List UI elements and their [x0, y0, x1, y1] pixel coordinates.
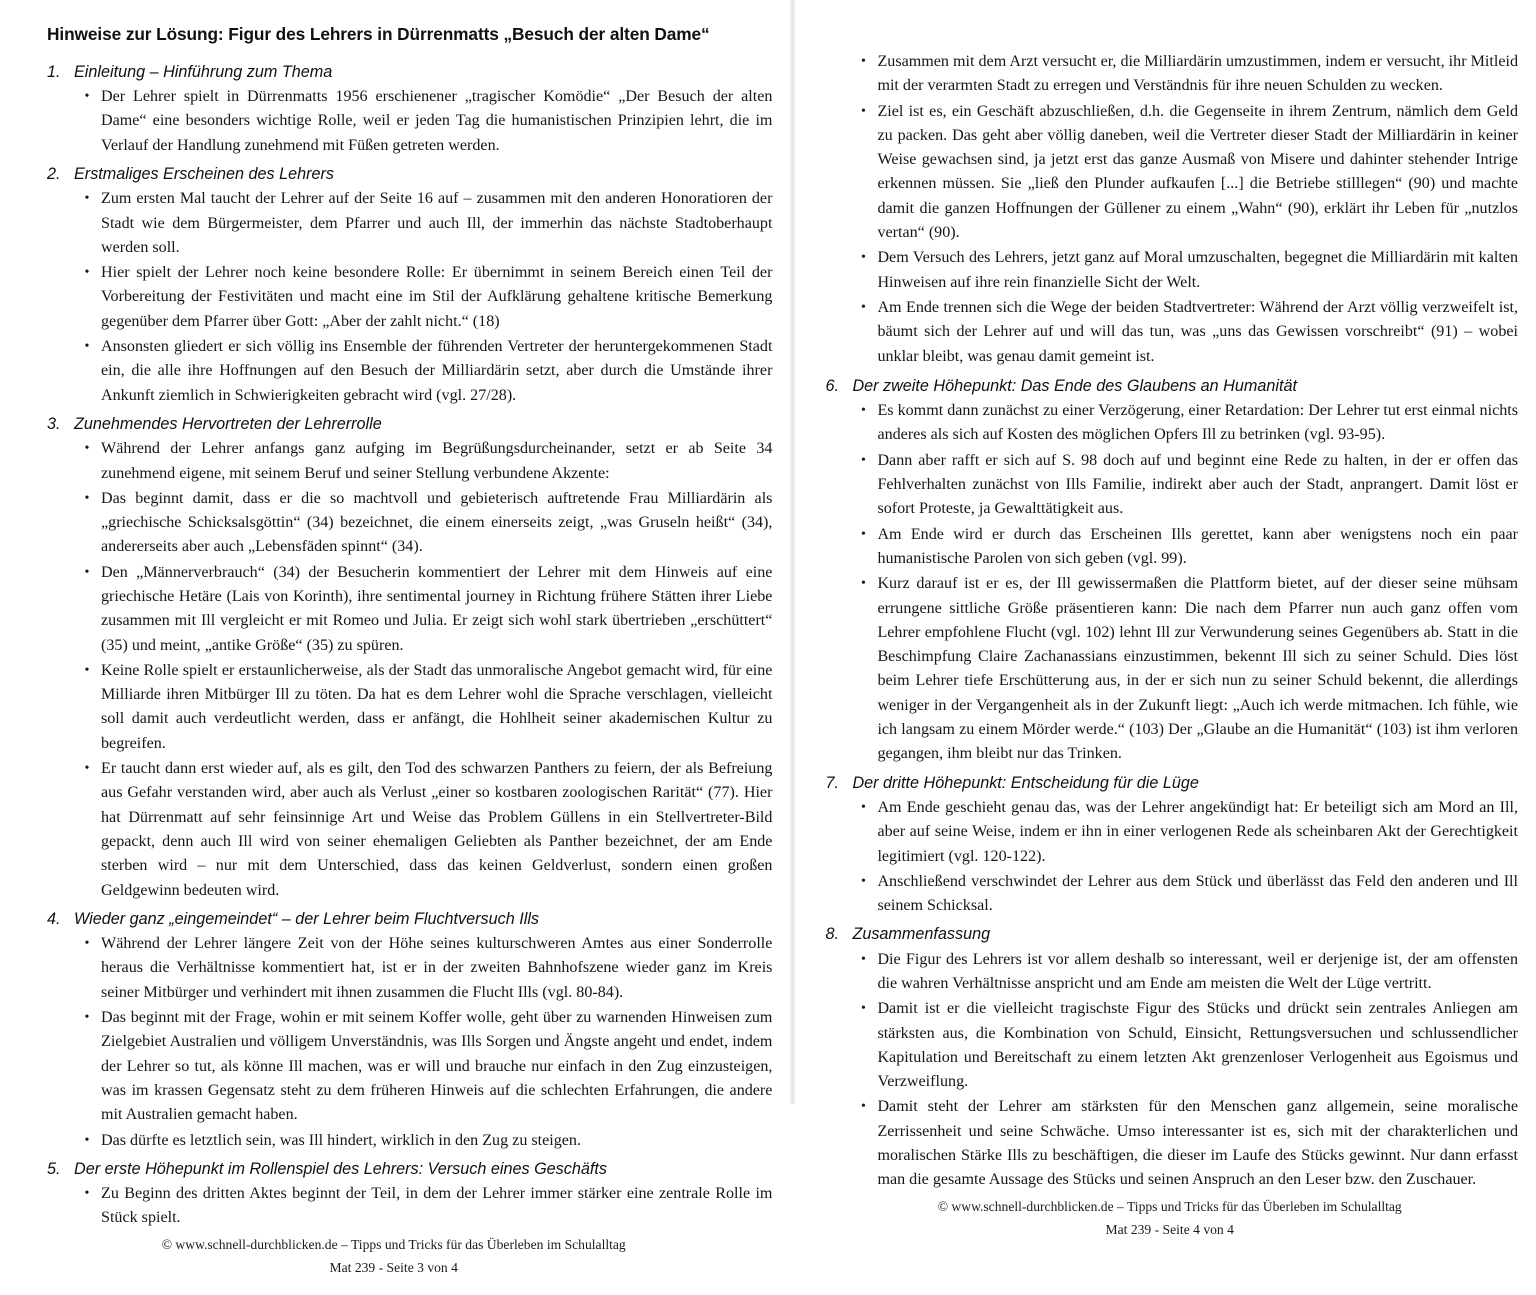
- document-section: [47, 60, 774, 158]
- list-item-text: Am Ende wird er durch das Erscheinen Ills gerettet, kann aber wenigstens noch ein paar humanistische Parolen von sich geben (vgl. 99).: [877, 525, 1518, 567]
- bullet-list: [47, 187, 774, 408]
- bullet-point-icon: •: [84, 1132, 90, 1148]
- list-item: [825, 100, 1520, 246]
- list-item: [825, 399, 1520, 448]
- footer-right: [825, 1195, 1520, 1257]
- list-item-text: Am Ende trennen sich die Wege der beiden Stadtvertreter: Während der Arzt völlig verzweifelt ist, bäumt sich der Lehrer auf und will das tun, was „uns das Gewissen vorschreibt“ (91) – wobei unklar bleibt, was genau damit gemeint ist.: [877, 298, 1518, 365]
- list-item: [47, 487, 774, 560]
- bullet-point-icon: •: [84, 662, 90, 678]
- section-heading: [47, 1157, 774, 1181]
- list-item: [825, 997, 1520, 1094]
- list-item: [47, 1182, 774, 1231]
- bullet-point-icon: •: [860, 1099, 866, 1115]
- list-item-text: Den „Männerverbrauch“ (34) der Besucherin kommentiert der Lehrer mit dem Hinweis auf eine griechische Hetäre (Lais von Korinth), ihre sentimental journey in Richtung frühere Stätten ihrer Liebe zusammen mit Ill vergleicht er mit Romeo und Julia. Er zeigt sich wohl stark übertrieben „erschüttert“ (35) und meint, „antike Größe“ (35) zu spüren.: [101, 563, 773, 654]
- section-number: 1.: [47, 62, 61, 81]
- document-section: [47, 907, 774, 1153]
- list-item-text: Zusammen mit dem Arzt versucht er, die Milliardärin umzustimmen, indem er versucht, ihr Mitleid mit der verarmten Stadt zu erregen und Verständnis für ihre neuen Schulden zu wecken.: [877, 53, 1518, 95]
- list-item-text: Die Figur des Lehrers ist vor allem deshalb so interessant, weil er derjenige ist, der am offensten die wahren Verhältnisse anspricht und am Ende am meisten die Welt der Lüge vertritt.: [877, 950, 1518, 992]
- list-item-text: Kurz darauf ist er es, der Ill gewissermaßen die Plattform bietet, auf der dieser seine mühsam errungene sittliche Größe präsentieren kann: Die nach dem Pfarrer nun auch ganz offen vom Lehrer empfohlene Flucht (vgl. 102) lehnt Ill zur Verwunderung seines Gegenübers ab. Statt in die Beschimpfung Claire Zachanassians einzustimmen, bekennt Ill sich zu seiner Schuld. Dies löst beim Lehrer tiefe Erschütterung aus, in der er sich nun zu seiner Schuld bekennt, die allerdings weniger in der Vergangenheit als in der Zukunft liegt: „Auch ich werde mitmachen. Ich fühle, wie ich langsam zu einem Mörder werde.“ (103) Der „Glaube an die Humanität“ (103) ist ihm verloren gegangen, ihm bleibt nur das Trinken.: [877, 575, 1518, 763]
- page-right: [795, 0, 1536, 1237]
- list-item: [47, 261, 774, 334]
- bullet-list: [47, 932, 774, 1153]
- bullet-point-icon: •: [860, 54, 866, 69]
- bullet-point-icon: •: [860, 403, 866, 419]
- list-item-text: Zu Beginn des dritten Aktes beginnt der Teil, in dem der Lehrer immer stärker eine zentrale Rolle im Stück spielt.: [101, 1185, 773, 1227]
- footer-credit-line: © www.schnell-durchblicken.de – Tipps und Tricks für das Überleben im Schulalltag: [161, 1236, 626, 1252]
- bullet-point-icon: •: [84, 490, 90, 506]
- list-item: [825, 1095, 1520, 1192]
- document-section: [825, 922, 1520, 1192]
- bullet-point-icon: •: [84, 1186, 90, 1202]
- bullet-list: [825, 948, 1520, 1193]
- list-item-text: Das beginnt damit, dass er die so machtvoll und gebieterisch auftretende Frau Milliardärin als „griechische Schicksalsgöttin“ (34) bezeichnet, die einem einerseits zeigt, „was Gruseln heißt“ (34), andererseits aber auch „Lebensfäden spinnt“ (34).: [101, 489, 773, 556]
- bullet-point-icon: •: [860, 951, 866, 967]
- bullet-point-icon: •: [860, 526, 866, 542]
- list-item: [825, 449, 1520, 522]
- list-item-text: Damit steht der Lehrer am stärksten für den Menschen ganz allgemein, seine moralische Zerrissenheit und seine Schwäche. Umso interessanter ist es, sich mit der charakterlichen und moralischen Stärke Ills zu beschäftigen, die dieser im Laufe des Stücks gewinnt. Nur dann erfasst man die gesamte Aussage des Stücks und seinen Anspruch an den Leser bzw. den Zuschauer.: [877, 1098, 1518, 1189]
- bullet-point-icon: •: [860, 799, 866, 815]
- list-item-text: Hier spielt der Lehrer noch keine besondere Rolle: Er übernimmt in seinem Bereich einen Teil der Vorbereitung der Festivitäten und macht eine im Stil der Aufklärung gehaltene kritische Bemerkung gegenüber dem Pfarrer über Gott: „Aber der zahlt nicht.“ (18): [101, 264, 773, 330]
- document-section: [47, 1157, 774, 1231]
- document-section: [825, 374, 1520, 767]
- list-item: [825, 796, 1520, 869]
- section-number: 6.: [825, 376, 839, 395]
- list-item: [47, 85, 774, 158]
- section-heading: [47, 60, 774, 84]
- document-section: [47, 412, 774, 903]
- section-title: Einleitung – Hinführung zum Thema: [74, 62, 333, 81]
- section-title: Der dritte Höhepunkt: Entscheidung für die Lüge: [852, 773, 1199, 792]
- list-item: [47, 1129, 774, 1153]
- right-sections-container: [825, 370, 1520, 1195]
- bullet-point-icon: •: [84, 265, 90, 281]
- section-number: 4.: [47, 909, 61, 928]
- bullet-point-icon: •: [860, 103, 866, 119]
- document-section: [47, 162, 774, 408]
- list-item-text: Während der Lehrer anfangs ganz aufging im Begrüßungsdurcheinander, setzt er ab Seite 34 zunehmend eigene, mit seinem Beruf und seiner Stellung verbundene Akzente:: [101, 440, 773, 482]
- list-item-text: Ziel ist es, ein Geschäft abzuschließen, d.h. die Gegenseite in ihrem Zentrum, nämlich dem Geld zu packen. Das geht aber völlig daneben, weil die Vertreter dieser Stadt der Milliardärin in keiner Weise gewachsen sind, ja jetzt erst das ganze Ausmaß von Misere und dahinter stehender Intrige erkennen müssen. Sie „ließ den Plunder aufkaufen [...] die Betriebe stilllegen“ (90) und machte damit die ganzen Hoffnungen der Güllener zu einem „Wahn“ (90), erklärt ihr Leben für „nutzlos vertan“ (90).: [877, 102, 1518, 242]
- page-title: Hinweise zur Lösung: Figur des Lehrers in Dürrenmatts „Besuch der alten Dame“: [47, 24, 710, 44]
- list-item-text: Dem Versuch des Lehrers, jetzt ganz auf Moral umzuschalten, begegnet die Milliardärin mit kalten Hinweisen auf ihre rein finanzielle Sicht der Welt.: [877, 249, 1518, 291]
- list-item: [825, 948, 1520, 997]
- bullet-point-icon: •: [860, 250, 866, 266]
- list-item-text: Dann aber rafft er sich auf S. 98 doch auf und beginnt eine Rede zu halten, in der er offen das Fehlverhalten zunächst von Ills Familie, indirekt aber auch der Stadt, anprangert. Damit löst er sofort Proteste, ja Gewalttätigkeit aus.: [877, 451, 1518, 518]
- list-item-text: Anschließend verschwindet der Lehrer aus dem Stück und überlässt das Feld den anderen und Ill seinem Schicksal.: [877, 872, 1518, 915]
- bullet-point-icon: •: [84, 564, 90, 580]
- list-item-text: Damit ist er die vielleicht tragischste Figur des Stücks und drückt sein zentrales Anliegen am stärksten aus, die Kombination von Schuld, Einsicht, Rettungsversuchen und schlussendlicher Kapitulation und Bereitschaft zu einem letzten Akt grenzenloser Verlogenheit aus Egoismus und Verzweiflung.: [877, 1000, 1518, 1091]
- list-item-text: Der Lehrer spielt in Dürrenmatts 1956 erschienener „tragischer Komödie“ „Der Besuch der alten Dame“ eine besonders wichtige Rolle, weil er jeden Tag die humanistischen Prinzipien lehrt, die im Verlauf der Handlung zunehmend mit Füßen getreten werden.: [101, 88, 773, 154]
- list-item: [47, 437, 774, 486]
- bullet-list: [47, 437, 774, 903]
- list-item-text: Das beginnt mit der Frage, wohin er mit seinem Koffer wolle, geht über zu warnenden Hinweisen zum Zielgebiet Australien und völligem Unverständnis, was Ills Sorgen und Ängste angeht und endet, indem der Lehrer so tut, als könne Ill machen, was er will und brauche nur einfach in den Zug einzusteigen, was im krassen Gegensatz steht zu dem früheren Hinweis auf die schlechten Erfahrungen, die andere mit Australien gemacht haben.: [101, 1009, 773, 1124]
- footer-credit-line: © www.schnell-durchblicken.de – Tipps und Tricks für das Überleben im Schulalltag: [937, 1198, 1402, 1214]
- bullet-list: [825, 796, 1520, 918]
- section-heading: [825, 374, 1520, 398]
- list-item: [47, 335, 774, 408]
- list-item: [47, 561, 774, 658]
- bullet-list: [825, 399, 1520, 766]
- footer-page-number: Mat 239 - Seite 4 von 4: [1105, 1221, 1234, 1237]
- list-item-text: Während der Lehrer längere Zeit von der Höhe seines kulturschweren Amtes aus einer Sonderrolle heraus die Verhältnisse kommentiert hat, ist er in der zweiten Bahnhofszene wieder ganz im Kreis seiner Mitbürger und verhindert mit ihnen zusammen die Flucht Ills (vgl. 80-84).: [101, 935, 773, 1001]
- section-title: Erstmaliges Erscheinen des Lehrers: [74, 164, 335, 183]
- list-item-text: Das dürfte es letztlich sein, was Ill hindert, wirklich in den Zug zu steigen.: [101, 1131, 581, 1149]
- bullet-point-icon: •: [84, 191, 90, 207]
- bullet-list: [47, 85, 774, 158]
- list-item: [825, 523, 1520, 572]
- list-item: [825, 870, 1520, 919]
- document-section: [825, 771, 1520, 919]
- bullet-point-icon: •: [860, 452, 866, 468]
- list-item: [825, 246, 1520, 295]
- list-item-text: Keine Rolle spielt er erstaunlicherweise, als der Stadt das unmoralische Angebot gemacht wird, für eine Milliarde ihren Mitbürger Ill zu töten. Da hat es dem Lehrer wohl die Sprache verschlagen, vielleicht soll damit auch verdeutlicht werden, dass er anfängt, die Hohlheit seiner akademischen Kultur zu begreifen.: [101, 661, 773, 752]
- bullet-point-icon: •: [84, 441, 90, 457]
- section-heading: [825, 922, 1520, 946]
- bullet-point-icon: •: [860, 576, 866, 592]
- section-title: Der erste Höhepunkt im Rollenspiel des Lehrers: Versuch eines Geschäfts: [74, 1159, 607, 1178]
- bullet-point-icon: •: [860, 873, 866, 889]
- list-item: [825, 296, 1520, 369]
- section-number: 8.: [825, 925, 839, 944]
- list-item-text: Zum ersten Mal taucht der Lehrer auf der Seite 16 auf – zusammen mit den anderen Honoratioren der Stadt wie dem Bürgermeister, dem Pfarrer und auch Ill, der immerhin das nächste Stadtoberhaupt werden soll.: [101, 190, 773, 256]
- section-title: Wieder ganz „eingemeindet“ – der Lehrer beim Fluchtversuch Ills: [74, 909, 540, 928]
- section-title: Der zweite Höhepunkt: Das Ende des Glaubens an Humanität: [852, 376, 1297, 395]
- list-item: [47, 1006, 774, 1127]
- footer-page-number: Mat 239 - Seite 3 von 4: [329, 1259, 458, 1275]
- section-title: Zusammenfassung: [852, 925, 991, 944]
- list-item-text: Ansonsten gliedert er sich völlig ins Ensemble der führenden Vertreter der heruntergekommenen Stadt ein, die alle ihre Hoffnungen auf den Besuch der Milliardärin setzt, aber durch die Umstände ihrer Ankunft ziemlich in Schwierigkeiten gebracht wird (vgl. 27/28).: [101, 338, 773, 404]
- bullet-list: [825, 50, 1520, 370]
- list-item: [825, 572, 1520, 766]
- bullet-point-icon: •: [84, 936, 90, 952]
- footer-left: [47, 1233, 774, 1295]
- list-item: [47, 187, 774, 260]
- bullet-point-icon: •: [860, 1001, 866, 1017]
- section-heading: [47, 162, 774, 186]
- list-item-text: Es kommt dann zunächst zu einer Verzögerung, einer Retardation: Der Lehrer tut erst einmal nichts anderes als sich auf Kosten des möglichen Opfers Ill zu betrinken (vgl. 93-95).: [877, 402, 1518, 444]
- section-number: 5.: [47, 1159, 61, 1178]
- section-heading: [825, 771, 1520, 795]
- bullet-point-icon: •: [84, 1010, 90, 1026]
- section-number: 3.: [47, 414, 61, 433]
- bullet-point-icon: •: [84, 761, 90, 777]
- list-item: [825, 50, 1520, 99]
- bullet-point-icon: •: [860, 299, 866, 315]
- list-item: [47, 659, 774, 756]
- section-heading: [47, 412, 774, 436]
- bullet-point-icon: •: [84, 89, 90, 105]
- section-heading: [47, 907, 774, 931]
- section-number: 7.: [825, 773, 839, 792]
- bullet-list: [47, 1182, 774, 1231]
- bullet-point-icon: •: [84, 339, 90, 355]
- left-sections-container: [47, 56, 774, 1233]
- section-number: 2.: [47, 164, 61, 183]
- section-title: Zunehmendes Hervortreten der Lehrerrolle: [74, 414, 382, 433]
- list-item-text: Am Ende geschieht genau das, was der Lehrer angekündigt hat: Er beteiligt sich am Mord an Ill, aber auf seine Weise, indem er ihn in einer verlogenen Rede als scheinbaren Akt der Gerechtigkeit legitimiert (vgl. 120-122).: [877, 798, 1518, 865]
- list-item-text: Er taucht dann erst wieder auf, als es gilt, den Tod des schwarzen Panthers zu feiern, der als Befreiung aus Gefahr verstanden wird, aber auch als Verlust „einer so kostbaren zoologischen Rarität“ (77). Hier hat Dürrenmatt auf sehr feinsinnige Art und Weise das Problem Güllens in ein Stellvertreter-Bild gepackt, denn auch Ill wird von seiner ehemaligen Geliebten als Panther bezeichnet, der am Ende sterben wird – nur mit dem Unterschied, dass das keinen Geldverlust, sondern einen großen Geldgewinn bedeuten wird.: [101, 760, 773, 899]
- list-item: [47, 932, 774, 1005]
- list-item: [47, 757, 774, 903]
